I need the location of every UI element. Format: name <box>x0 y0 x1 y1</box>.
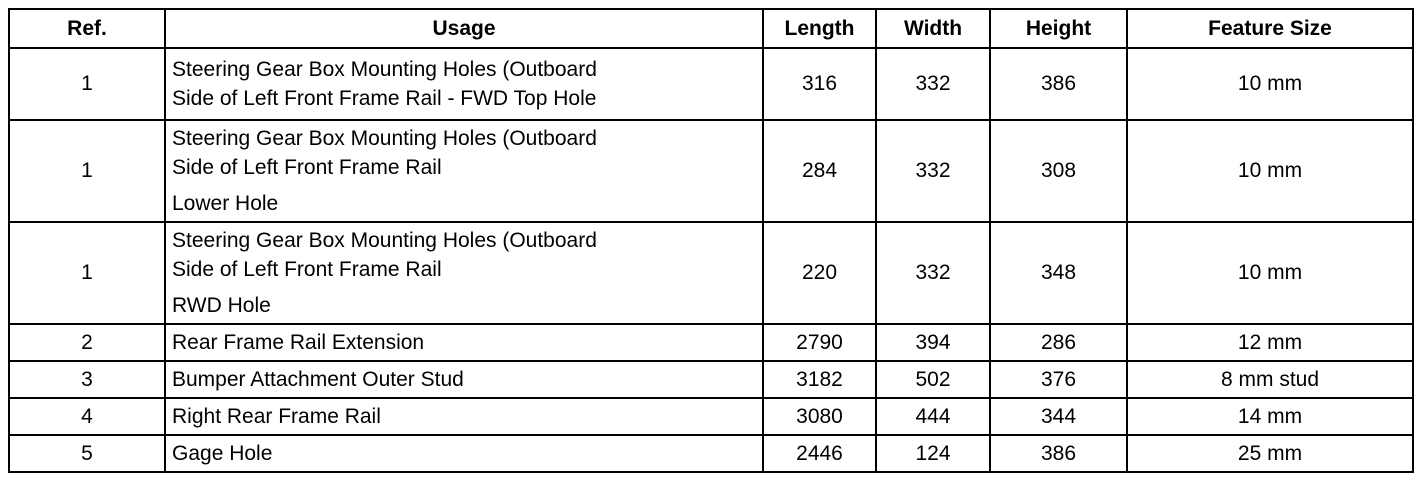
cell-height: 348 <box>990 222 1127 324</box>
cell-length: 2446 <box>763 435 876 472</box>
table-header-row <box>9 9 1413 48</box>
cell-length: 2790 <box>763 324 876 361</box>
cell-usage <box>165 48 763 120</box>
usage-line: Steering Gear Box Mounting Holes (Outboard <box>172 229 597 252</box>
table-row <box>9 361 1413 398</box>
usage-line: Steering Gear Box Mounting Holes (Outboard <box>172 127 597 150</box>
cell-height: 308 <box>990 120 1127 222</box>
cell-length: 284 <box>763 120 876 222</box>
cell-width: 124 <box>876 435 990 472</box>
cell-length: 3080 <box>763 398 876 435</box>
cell-width: 332 <box>876 222 990 324</box>
usage-line: Gage Hole <box>172 442 273 465</box>
header-height: Height <box>990 9 1127 48</box>
cell-ref: 1 <box>9 222 165 324</box>
cell-feature-size: 25 mm <box>1127 435 1413 472</box>
usage-line: Side of Left Front Frame Rail - FWD Top Hole <box>172 87 597 110</box>
cell-usage <box>165 120 763 222</box>
specs-table-container <box>8 8 1414 473</box>
table-row <box>9 324 1413 361</box>
usage-line: Steering Gear Box Mounting Holes (Outboard <box>172 58 597 81</box>
cell-usage <box>165 361 763 398</box>
usage-line: Side of Left Front Frame Rail <box>172 156 442 179</box>
cell-ref: 2 <box>9 324 165 361</box>
usage-line: Rear Frame Rail Extension <box>172 331 425 354</box>
header-usage: Usage <box>165 9 763 48</box>
table-row <box>9 398 1413 435</box>
cell-width: 502 <box>876 361 990 398</box>
table-row <box>9 120 1413 222</box>
cell-ref: 3 <box>9 361 165 398</box>
header-ref: Ref. <box>9 9 165 48</box>
header-width: Width <box>876 9 990 48</box>
cell-height: 286 <box>990 324 1127 361</box>
cell-feature-size: 14 mm <box>1127 398 1413 435</box>
usage-line: Bumper Attachment Outer Stud <box>172 368 464 391</box>
cell-usage <box>165 398 763 435</box>
cell-width: 444 <box>876 398 990 435</box>
cell-width: 332 <box>876 48 990 120</box>
cell-ref: 4 <box>9 398 165 435</box>
cell-height: 386 <box>990 435 1127 472</box>
cell-height: 344 <box>990 398 1127 435</box>
table-row <box>9 222 1413 324</box>
cell-feature-size: 10 mm <box>1127 48 1413 120</box>
cell-height: 386 <box>990 48 1127 120</box>
table-row <box>9 435 1413 472</box>
header-feature-size: Feature Size <box>1127 9 1413 48</box>
usage-line: Right Rear Frame Rail <box>172 405 381 428</box>
cell-length: 3182 <box>763 361 876 398</box>
cell-length: 220 <box>763 222 876 324</box>
cell-ref: 5 <box>9 435 165 472</box>
cell-usage <box>165 435 763 472</box>
frame-dimensions-table <box>8 8 1414 473</box>
table-row <box>9 48 1413 120</box>
cell-height: 376 <box>990 361 1127 398</box>
cell-ref: 1 <box>9 48 165 120</box>
usage-line: Side of Left Front Frame Rail <box>172 258 442 281</box>
cell-feature-size: 8 mm stud <box>1127 361 1413 398</box>
cell-width: 394 <box>876 324 990 361</box>
cell-usage <box>165 324 763 361</box>
cell-feature-size: 10 mm <box>1127 222 1413 324</box>
cell-ref: 1 <box>9 120 165 222</box>
cell-width: 332 <box>876 120 990 222</box>
cell-usage <box>165 222 763 324</box>
usage-line: RWD Hole <box>172 294 271 317</box>
cell-feature-size: 12 mm <box>1127 324 1413 361</box>
cell-feature-size: 10 mm <box>1127 120 1413 222</box>
usage-line: Lower Hole <box>172 192 279 215</box>
cell-length: 316 <box>763 48 876 120</box>
header-length: Length <box>763 9 876 48</box>
